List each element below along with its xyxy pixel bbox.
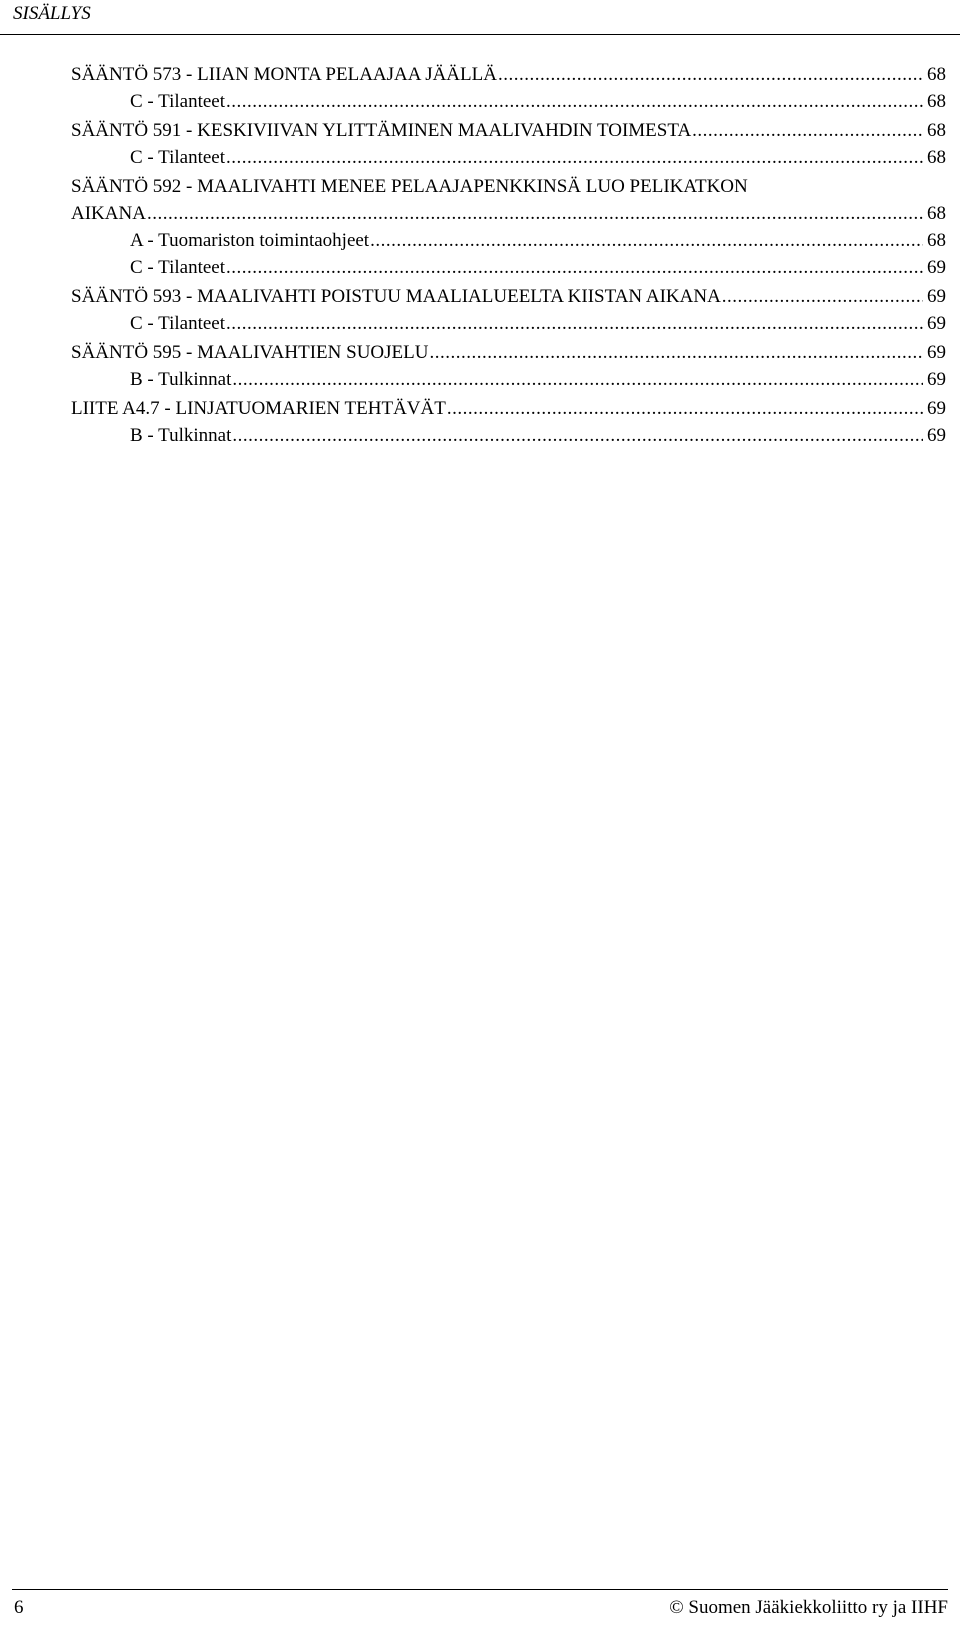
- page-header: [0, 0, 960, 35]
- footer-copyright: © Suomen Jääkiekkoliitto ry ja IIHF: [669, 1597, 948, 1618]
- toc-leader: [226, 310, 923, 338]
- toc-entry-title: C - Tilanteet: [130, 254, 226, 282]
- toc-entry-title-continued: AIKANA: [71, 200, 147, 228]
- toc-leader: [722, 283, 923, 311]
- toc-entry[interactable]: [130, 366, 946, 394]
- toc-entry[interactable]: [71, 395, 946, 423]
- toc-leader: [226, 144, 923, 172]
- toc-entry-page: 69: [927, 398, 946, 419]
- toc-entry-title: SÄÄNTÖ 593 - MAALIVAHTI POISTUU MAALIALUEELTA KIISTAN AIKANA: [71, 283, 722, 311]
- toc-entry-page: 69: [927, 286, 946, 307]
- toc-entry[interactable]: [71, 200, 946, 228]
- toc-entry[interactable]: [130, 227, 946, 255]
- toc-leader: [226, 254, 923, 282]
- toc-entry-title: SÄÄNTÖ 595 - MAALIVAHTIEN SUOJELU: [71, 339, 429, 367]
- header-title: SISÄLLYS: [13, 3, 91, 24]
- toc-entry-page: 69: [927, 369, 946, 390]
- toc-entry[interactable]: [130, 422, 946, 450]
- toc-leader: [498, 61, 923, 89]
- toc-leader: [232, 422, 923, 450]
- toc-leader: [226, 88, 923, 116]
- toc-entry[interactable]: [130, 88, 946, 116]
- toc-entry[interactable]: [71, 61, 946, 89]
- page-footer: [12, 1589, 948, 1626]
- toc-entry-wrapped-line[interactable]: [71, 173, 946, 201]
- toc-entry-page: 69: [927, 342, 946, 363]
- toc-leader: [147, 200, 923, 228]
- toc-entry[interactable]: [130, 310, 946, 338]
- toc-entry-page: 69: [927, 313, 946, 334]
- toc-entry-title: C - Tilanteet: [130, 88, 226, 116]
- toc-entry-title: SÄÄNTÖ 592 - MAALIVAHTI MENEE PELAAJAPENKKINSÄ LUO PELIKATKON: [71, 176, 748, 197]
- toc-entry[interactable]: [130, 144, 946, 172]
- toc-entry-page: 68: [927, 147, 946, 168]
- toc-entry-title: SÄÄNTÖ 573 - LIIAN MONTA PELAAJAA JÄÄLLÄ: [71, 61, 498, 89]
- toc-entry-page: 68: [927, 91, 946, 112]
- toc-entry-title: SÄÄNTÖ 591 - KESKIVIIVAN YLITTÄMINEN MAALIVAHDIN TOIMESTA: [71, 117, 692, 145]
- toc-entry-page: 68: [927, 120, 946, 141]
- toc-leader: [370, 227, 923, 255]
- toc-leader: [447, 395, 923, 423]
- toc-entry[interactable]: [130, 254, 946, 282]
- toc-entry-title: LIITE A4.7 - LINJATUOMARIEN TEHTÄVÄT: [71, 395, 447, 423]
- toc-entry-title: B - Tulkinnat: [130, 366, 232, 394]
- toc-entry-title: A - Tuomariston toimintaohjeet: [130, 227, 370, 255]
- toc-entry-page: 68: [927, 203, 946, 224]
- toc-leader: [429, 339, 923, 367]
- toc-entry[interactable]: [71, 117, 946, 145]
- toc-entry[interactable]: [71, 283, 946, 311]
- toc-entry-page: 69: [927, 425, 946, 446]
- toc-entry-title: B - Tulkinnat: [130, 422, 232, 450]
- toc-entry-title: C - Tilanteet: [130, 310, 226, 338]
- toc-entry-page: 69: [927, 257, 946, 278]
- toc-leader: [232, 366, 923, 394]
- toc-entry-page: 68: [927, 64, 946, 85]
- toc-entry[interactable]: [71, 339, 946, 367]
- toc-entry-page: 68: [927, 230, 946, 251]
- footer-page-number: 6: [14, 1597, 24, 1618]
- toc-entry-title: C - Tilanteet: [130, 144, 226, 172]
- toc-leader: [692, 117, 923, 145]
